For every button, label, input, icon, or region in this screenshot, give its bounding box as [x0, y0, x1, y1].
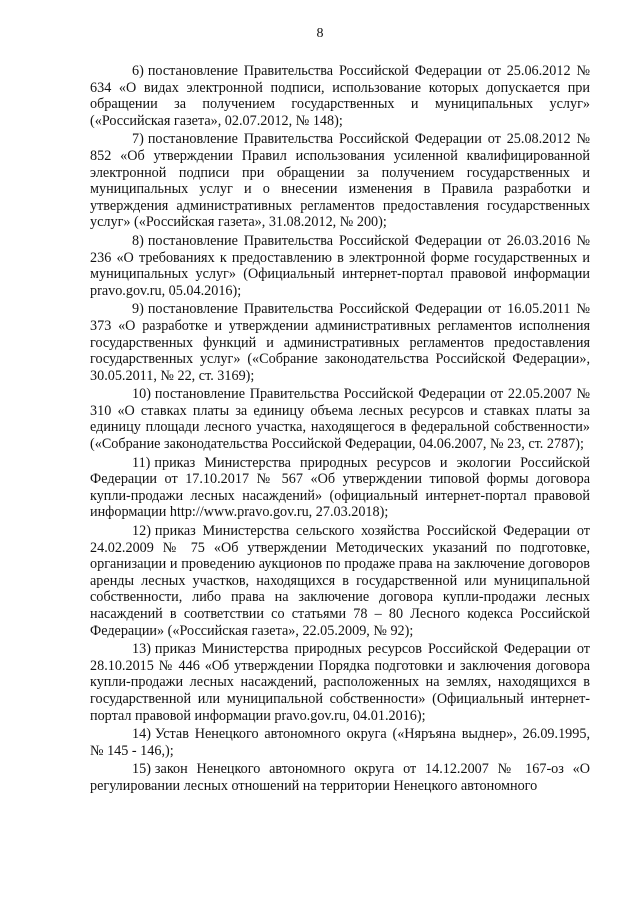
item-text: Устав Ненецкого автономного округа («Няръяна выднер», 26.09.1995, № 145 - 146,);: [90, 726, 590, 759]
item-text: постановление Правительства Российской Федерации от 25.06.2012 № 634 «О видах электронной подписи, использование которых допускается при обращении за получением государственных и муниципальных услуг» («Российская газета», 02.07.2012, № 148);: [90, 63, 590, 129]
item-number: 15): [132, 761, 151, 778]
item-number: 6): [132, 63, 144, 79]
item-number: 11): [132, 454, 151, 471]
item-text: постановление Правительства Российской Федерации от 16.05.2011 № 373 «О разработке и утверждении административных регламентов исполнения государственных функций и административных регламентов предоставления государственных услуг» («Собрание законодательства Российской Федерации», 30.05.2011, № 22, ст. 3169);: [90, 301, 590, 384]
list-item: [90, 641, 590, 724]
list-item: [90, 301, 590, 384]
list-item: [90, 63, 590, 129]
item-text: постановление Правительства Российской Федерации от 25.08.2012 № 852 «Об утверждении Правил использования усиленной квалифицированной электронной подписи при обращении за получением государственных и муниципальных услуг и о внесении изменения в Правила разработки и утверждения административных регламентов предоставления государственных услуг» («Российская газета», 31.08.2012, № 200);: [90, 131, 590, 231]
item-number: 7): [132, 131, 144, 148]
item-text: постановление Правительства Российской Федерации от 22.05.2007 № 310 «О ставках платы за единицу объема лесных ресурсов и ставках платы за единицу площади лесного участка, находящегося в федеральной собственности» («Собрание законодательства Российской Федерации, 04.06.2007, № 23, ст. 2787);: [90, 386, 590, 453]
list-item: [90, 386, 590, 452]
item-number: 10): [132, 386, 151, 403]
list-item: [90, 233, 590, 299]
item-text: приказ Министерства природных ресурсов Российской Федерации от 28.10.2015 № 446 «Об утверждении Порядка подготовки и заключения договора купли-продажи лесных насаждений, расположенных на землях, находящихся в государственной или муниципальной собственности» (Официальный интернет-портал правовой информации pravo.gov.ru, 04.01.2016);: [90, 641, 590, 724]
list-item: [90, 131, 590, 231]
list-item: [90, 455, 590, 521]
item-number: 13): [132, 641, 151, 658]
list-item: [90, 523, 590, 639]
item-text: постановление Правительства Российской Федерации от 26.03.2016 № 236 «О требованиях к предоставлению в электронной форме государственных и муниципальных услуг» (Официальный интернет-портал правовой информации pravo.gov.ru, 05.04.2016);: [90, 232, 590, 299]
page-number: 8: [316, 26, 324, 41]
item-text: приказ Министерства природных ресурсов и экологии Российской Федерации от 17.10.2017 № 567 «Об утверждении типовой формы договора купли-продажи лесных насаждений» (официальный интернет-портал правовой информации http://www.pravo.gov.ru, 27.03.2018);: [90, 454, 590, 521]
item-number: 12): [132, 523, 151, 540]
item-number: 8): [132, 232, 144, 249]
document-body: [90, 63, 590, 797]
item-text: приказ Министерства сельского хозяйства Российской Федерации от 24.02.2009 № 75 «Об утверждении Методических указаний по подготовке, организации и проведению аукционов по продаже права на заключение договоров аренды лесных участков, находящихся в государственной или муниципальной собственности, либо права на заключение договора купли-продажи лесных насаждений в соответствии со статьями 78 – 80 Лесного кодекса Российской Федерации» («Российская газета», 22.05.2009, № 92);: [90, 523, 590, 639]
list-item: [90, 726, 590, 759]
item-text: закон Ненецкого автономного округа от 14.12.2007 № 167-оз «О регулировании лесных отношений на территории Ненецкого автономного: [90, 761, 590, 794]
item-number: 9): [132, 301, 144, 318]
list-item: [90, 761, 590, 794]
item-number: 14): [132, 726, 151, 743]
